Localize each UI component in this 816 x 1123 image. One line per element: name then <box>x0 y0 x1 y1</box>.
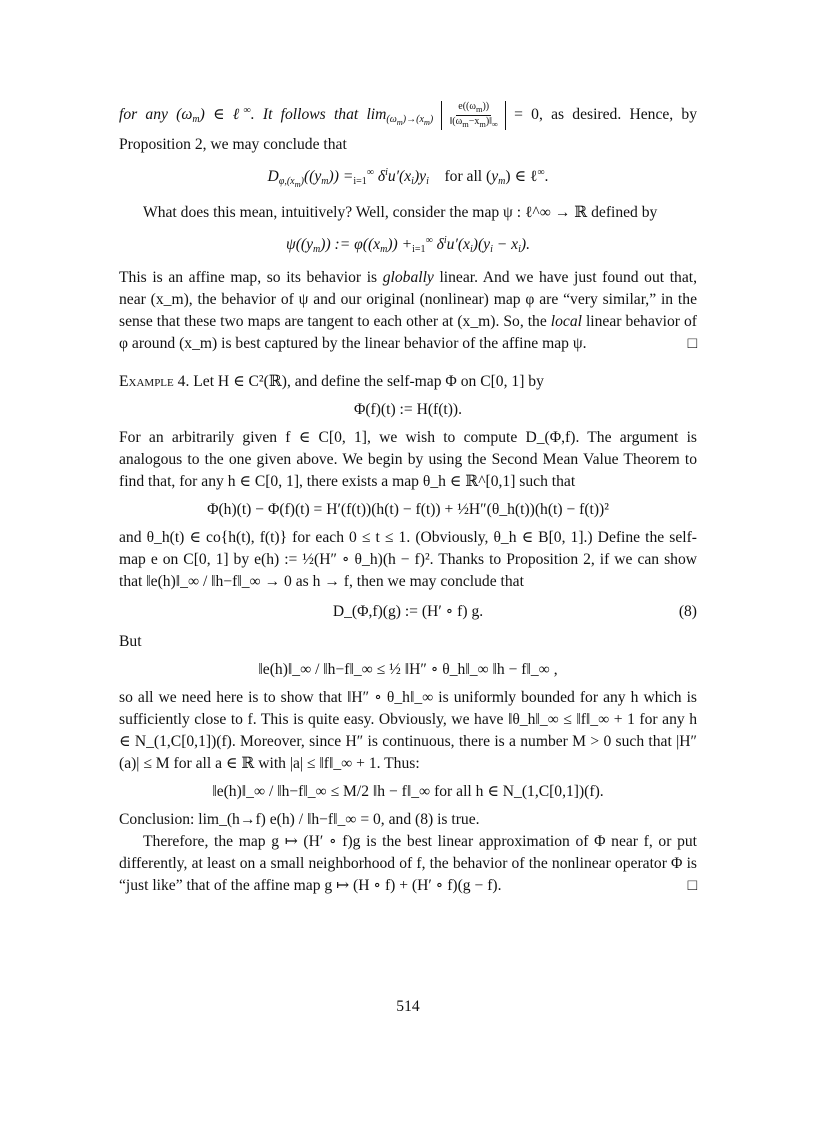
example-label: Example 4. <box>119 373 190 390</box>
abs-fraction: $\frac{e((\omega_m))}{‖(\omega_m-x_m)‖_\infty}$ <box>441 101 505 130</box>
equation-bound-m: ‖e(h)‖_∞ / ‖h−f‖_∞ ≤ M/2 ‖h − f‖_∞ for all h ∈ N_(1,C[0,1])(f). <box>212 783 604 800</box>
paragraph-intuition: What does this mean, intuitively? Well, consider the map ψ : ℓ^∞ → ℝ defined by <box>143 204 658 221</box>
equation-self-map: Φ(f)(t) := H(f(t)). <box>353 401 463 418</box>
paragraph-define-e: and θ_h(t) ∈ co{h(t), f(t)} for each 0 ≤ t ≤ 1. (Obviously, θ_h ∈ B[0, 1].) Define the self-map e on C[0, 1] by e(h) := ½(H″ ∘ θ_h)(h − f)². Thanks to Proposition 2, if we can show that ‖e(h)‖_∞ / ‖h−f‖_∞ → 0 as h → f, then we may conclude that <box>119 529 697 590</box>
equation-number: (8) <box>678 603 697 620</box>
paragraph-but: But <box>119 633 142 650</box>
page-number: 514 <box>396 998 420 1015</box>
paragraph-conclusion: Conclusion: lim_(h→f) e(h) / ‖h−f‖_∞ = 0, and (8) is true. <box>119 811 480 828</box>
qed-symbol-2: □ <box>687 877 697 894</box>
equation-8: D_(Φ,f)(g) := (H′ ∘ f) g. (8) <box>119 601 697 623</box>
equation-mean-value: Φ(h)(t) − Φ(f)(t) = H′(f(t))(h(t) − f(t)) + ½H″(θ_h(t))(h(t) − f(t))² <box>207 501 609 518</box>
paragraph-uniform-bound: so all we need here is to show that ‖H″ ∘ θ_h‖_∞ is uniformly bounded for any h which is sufficiently close to f. This is quite easy. Obviously, we have ‖θ_h‖_∞ ≤ ‖f‖_∞ + 1 for any h ∈ N_(1,C[0,1])(f). Moreover, since H″ is continuous, there is a number M > 0 such that |H″(a)| ≤ M for all a ∈ ℝ with |a| ≤ ‖f‖_∞ + 1. Thus: <box>119 689 697 772</box>
paragraph-limit: for any $(\omega_m)$ ∈ ℓ∞. It follows that $\lim_{(\omega_m)\to(x_m)}$ $\frac{e((\omega_m))}{‖(\omega_m-x_m)‖_\infty}$ = 0, as desired. Hence, by Proposition 2, we may conclude that <box>119 100 698 153</box>
paragraph-therefore: Therefore, the map g ↦ (H′ ∘ f)g is the best linear approximation of Φ near f, or put differently, at least on a small neighborhood of f, the behavior of the nonlinear operator Φ is “just like” that of the affine map g ↦ (H ∘ f) + (H′ ∘ f)(g − f). □ <box>119 831 697 897</box>
equation-derivative: $D_{\varphi,(x_m)}((y_m)) =_{i=1}^\infty$ $\delta^iu'(x_i)y_i$ for all $(y_m)$ ∈ ℓ∞. <box>267 167 549 189</box>
qed-symbol: □ <box>687 335 697 352</box>
page-body <box>119 100 697 897</box>
paragraph-limit-tail: = 0, as desired. Hence, by Proposition 2, we may conclude that <box>119 106 698 153</box>
paragraph-affine: This is an affine map, so its behavior is globally linear. And we have just found out that, near (x_m), the behavior of ψ and our original (nonlinear) map φ are “very similar,” in the sense that these two maps are tangent to each other at (x_m). So, the local linear behavior of φ around (x_m) is best captured by the linear behavior of the affine map ψ. □ <box>119 267 697 355</box>
example-4-intro: Example 4. Let H ∈ C²(ℝ), and define the self-map Φ on C[0, 1] by <box>119 373 544 390</box>
equation-affine-map: $\psi((y_m))$ := $\varphi((x_m)) +_{i=1}^\infty$ $\delta^iu'(x_i)(y_i - x_i)$. <box>286 235 530 255</box>
equation-bound: ‖e(h)‖_∞ / ‖h−f‖_∞ ≤ ½ ‖H″ ∘ θ_h‖_∞ ‖h − f‖_∞ , <box>258 661 558 678</box>
paragraph-compute: For an arbitrarily given f ∈ C[0, 1], we wish to compute D_(Φ,f). The argument is analogous to the one given above. We begin by using the Second Mean Value Theorem to find that, for any h ∈ C[0, 1], there exists a map θ_h ∈ ℝ^[0,1] such that <box>119 429 697 490</box>
